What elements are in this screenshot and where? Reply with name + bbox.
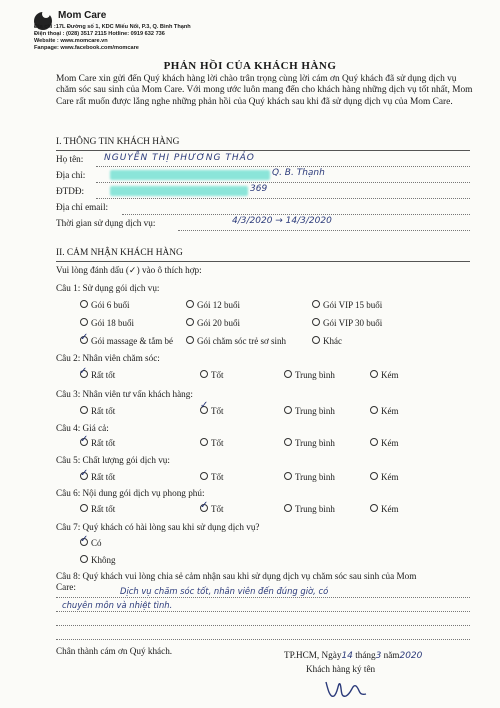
q6-option-average[interactable]: Trung bình xyxy=(284,504,335,514)
name-label: Họ tên: xyxy=(56,154,84,164)
q1-option-6[interactable]: Gói 6 buổi xyxy=(80,300,130,310)
radio-icon xyxy=(370,370,378,378)
q1-label: Câu 1: Sử dụng gói dịch vụ: xyxy=(56,283,160,293)
radio-icon xyxy=(186,300,194,308)
date-day: 14 xyxy=(341,651,353,661)
answer-line-3 xyxy=(56,625,470,626)
q1-option-vip30[interactable]: Gói VIP 30 buổi xyxy=(312,318,382,328)
q8-answer-line1: Dịch vụ chăm sóc tốt, nhân viên đến đúng giờ, có xyxy=(120,586,329,596)
q1-option-12[interactable]: Gói 12 buổi xyxy=(186,300,240,310)
q6-label: Câu 6: Nội dung gói dịch vụ phong phú: xyxy=(56,488,205,498)
radio-icon xyxy=(186,336,194,344)
radio-icon xyxy=(80,504,88,512)
q3-option-average[interactable]: Trung bình xyxy=(284,406,335,416)
customer-signature xyxy=(322,676,372,702)
radio-icon xyxy=(200,472,208,480)
answer-line-1 xyxy=(56,597,470,598)
name-line xyxy=(96,166,470,167)
address-label: Địa chỉ: xyxy=(56,170,86,180)
q2-option-average[interactable]: Trung bình xyxy=(284,370,335,380)
q1-option-18[interactable]: Gói 18 buổi xyxy=(80,318,134,328)
check-mark-icon: ✓ xyxy=(80,434,89,445)
section1-heading: I. THÔNG TIN KHÁCH HÀNG xyxy=(56,137,180,147)
q6-option-very-good[interactable]: Rất tốt xyxy=(80,504,115,514)
q1-option-massage[interactable]: Gói massage & tắm bé xyxy=(80,336,173,346)
email-line xyxy=(122,214,470,215)
q7-option-yes[interactable]: Có xyxy=(80,538,102,548)
q8-label: Câu 8: Quý khách vui lòng chia sẻ cảm nhận sau khi sử dụng dịch vụ chăm sóc sau sinh của Mom Care: xyxy=(56,571,417,592)
header-address: Địa chỉ :17L Đường số 1, KDC Miếu Nổi, P.3, Q. Bình Thạnh xyxy=(34,24,191,30)
q6-option-good[interactable]: Tốt xyxy=(200,504,224,514)
radio-icon xyxy=(80,406,88,414)
q2-option-poor[interactable]: Kém xyxy=(370,370,399,380)
radio-icon xyxy=(284,504,292,512)
check-mark-icon: ✓ xyxy=(200,500,209,511)
radio-icon xyxy=(312,300,320,308)
phone-label: ĐTDĐ: xyxy=(56,186,85,196)
phone-line xyxy=(96,198,470,199)
address-value: Q. B. Thạnh xyxy=(272,168,325,178)
date-month: 3 xyxy=(375,651,382,661)
name-value: NGUYỄN THỊ PHƯƠNG THẢO xyxy=(104,153,255,163)
q3-option-very-good[interactable]: Rất tốt xyxy=(80,406,115,416)
q5-option-average[interactable]: Trung bình xyxy=(284,472,335,482)
radio-icon xyxy=(284,406,292,414)
period-line xyxy=(178,230,470,231)
redacted-phone xyxy=(110,186,248,196)
answer-line-2 xyxy=(56,611,470,612)
phone-value: 369 xyxy=(250,184,268,194)
radio-icon xyxy=(312,318,320,326)
q3-label: Câu 3: Nhân viên tư vấn khách hàng: xyxy=(56,389,193,399)
q4-option-poor[interactable]: Kém xyxy=(370,438,399,448)
instruction-text: Vui lòng đánh dấu (✓) vào ô thích hợp: xyxy=(56,265,202,275)
q3-option-poor[interactable]: Kém xyxy=(370,406,399,416)
check-mark-icon: ✓ xyxy=(200,400,209,411)
q5-option-poor[interactable]: Kém xyxy=(370,472,399,482)
date-year: 2020 xyxy=(399,651,423,661)
radio-icon xyxy=(284,438,292,446)
radio-icon xyxy=(80,318,88,326)
radio-icon xyxy=(186,318,194,326)
radio-icon xyxy=(200,370,208,378)
radio-icon xyxy=(370,504,378,512)
radio-icon xyxy=(312,336,320,344)
page-title: PHẢN HỒI CỦA KHÁCH HÀNG xyxy=(163,60,337,72)
q6-option-poor[interactable]: Kém xyxy=(370,504,399,514)
check-mark-icon: ✓ xyxy=(79,366,88,377)
section1-rule xyxy=(56,150,470,151)
section2-heading: II. CẢM NHẬN KHÁCH HÀNG xyxy=(56,248,183,258)
radio-icon xyxy=(370,472,378,480)
period-label: Thời gian sử dụng dịch vụ: xyxy=(56,218,156,228)
q2-option-good[interactable]: Tốt xyxy=(200,370,224,380)
intro-paragraph: Mom Care xin gửi đến Quý khách hàng lời chào trân trọng cùng lời cám ơn Quý khách đã sử dụng dịch vụ chăm sóc sau sinh của Mom Care. Với mong ước luôn mang đến cho khách hàng những dịch vụ tốt nhất, Mom Care rất muốn được lắng nghe những phản hồi của Quý khách sau khi đã sử dụng dịch vụ của Mom Care. xyxy=(56,74,473,107)
check-mark-icon: ✓ xyxy=(80,332,89,343)
date-line: TP.HCM, Ngày14 tháng3 năm2020 xyxy=(284,650,423,661)
q5-option-very-good[interactable]: Rất tốt xyxy=(80,472,115,482)
radio-icon xyxy=(370,438,378,446)
radio-icon xyxy=(370,406,378,414)
signature-label: Khách hàng ký tên xyxy=(306,664,376,674)
radio-icon xyxy=(80,555,88,563)
redacted-address xyxy=(110,170,270,180)
radio-icon xyxy=(284,370,292,378)
q7-label: Câu 7: Quý khách có hài lòng sau khi sử dụng dịch vụ? xyxy=(56,522,260,532)
check-mark-icon: ✓ xyxy=(80,468,89,479)
q5-label: Câu 5: Chất lượng gói dịch vụ: xyxy=(56,455,170,465)
period-value: 4/3/2020 → 14/3/2020 xyxy=(232,216,332,226)
q3-option-good[interactable]: Tốt xyxy=(200,406,224,416)
radio-icon xyxy=(284,472,292,480)
q4-option-very-good[interactable]: Rất tốt xyxy=(80,438,115,448)
answer-line-4 xyxy=(56,639,470,640)
q1-option-20[interactable]: Gói 20 buổi xyxy=(186,318,240,328)
q5-option-good[interactable]: Tốt xyxy=(200,472,224,482)
header-fanpage: Fanpage: www.facebook.com/momcare xyxy=(34,45,139,51)
header-phone: Điện thoại : (028) 3517 2115 Hotline: 0919 632 736 xyxy=(34,31,165,37)
q2-option-very-good[interactable]: Rất tốt xyxy=(80,370,115,380)
q1-option-newborn[interactable]: Gói chăm sóc trẻ sơ sinh xyxy=(186,336,286,346)
q2-label: Câu 2: Nhân viên chăm sóc: xyxy=(56,353,160,363)
section2-rule xyxy=(56,261,470,262)
q4-label: Câu 4: Giá cả: xyxy=(56,423,109,433)
address-line xyxy=(96,182,470,183)
email-label: Địa chỉ email: xyxy=(56,202,109,212)
radio-icon xyxy=(200,438,208,446)
q1-option-vip15[interactable]: Gói VIP 15 buổi xyxy=(312,300,382,310)
thanks-text: Chân thành cám ơn Quý khách. xyxy=(56,646,173,656)
check-mark-icon: ✓ xyxy=(80,534,89,545)
q7-option-no[interactable]: Không xyxy=(80,555,116,565)
header-website: Website : www.momcare.vn xyxy=(34,38,108,44)
q1-option-other[interactable]: Khác xyxy=(312,336,342,346)
q4-option-average[interactable]: Trung bình xyxy=(284,438,335,448)
logo-dot xyxy=(42,10,50,18)
q4-option-good[interactable]: Tốt xyxy=(200,438,224,448)
q8-answer-line2: chuyên môn và nhiệt tình. xyxy=(62,600,173,610)
brand-name: Mom Care xyxy=(58,10,107,21)
radio-icon xyxy=(80,300,88,308)
